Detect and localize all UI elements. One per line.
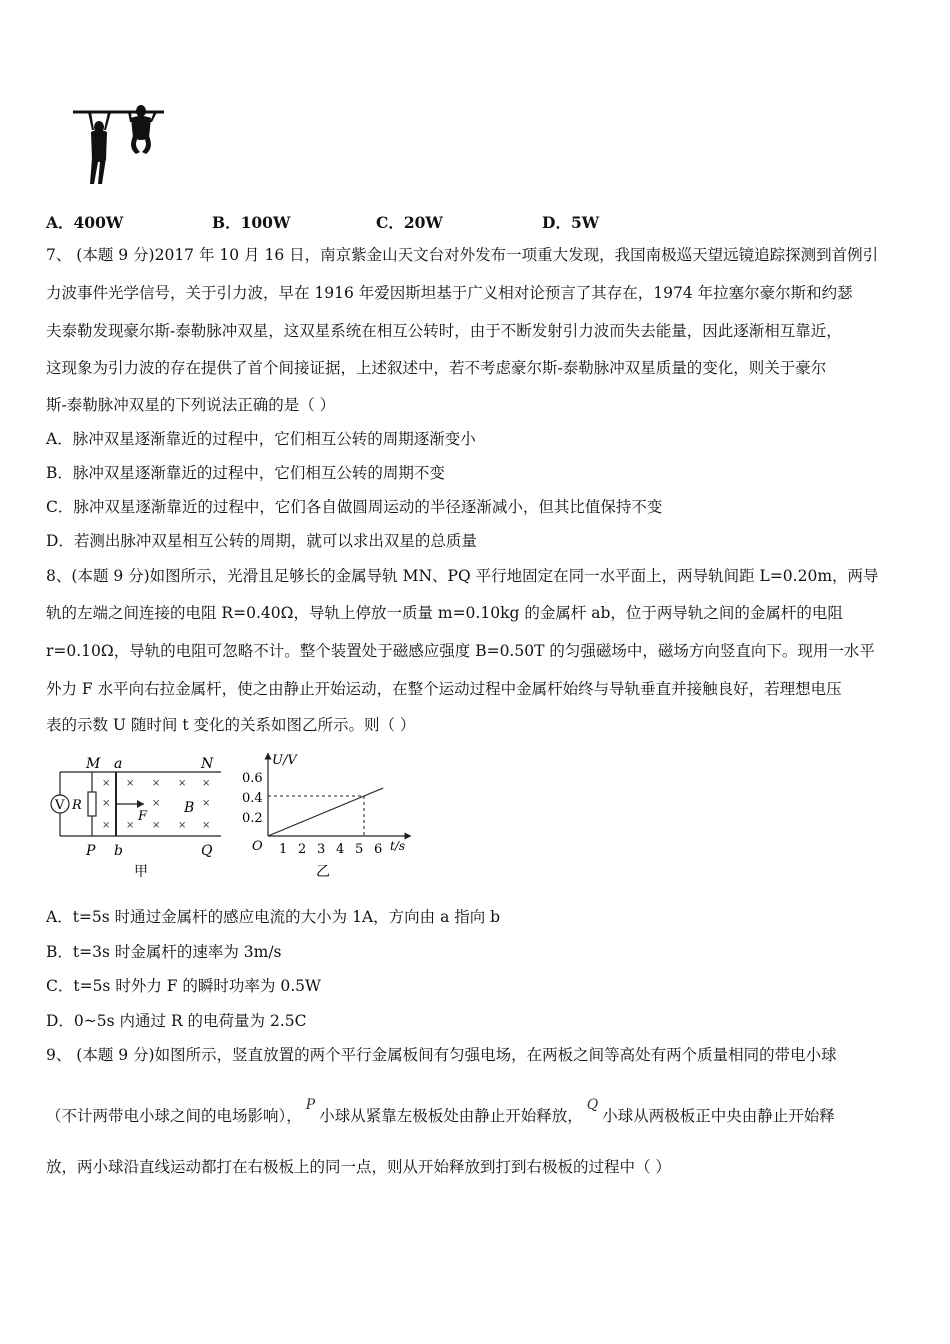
symbol-q: Q — [586, 1097, 599, 1113]
svg-text:×: × — [202, 798, 211, 809]
q7-line-4: 这现象为引力波的存在提供了首个间接证据，上述叙述中，若不考虑豪尔斯-泰勒脉冲双星质量的变化，则关于豪尔 — [46, 359, 827, 377]
origin-label: O — [252, 839, 263, 854]
y-tick-0.2: 0.2 — [242, 811, 263, 826]
q7-option-d[interactable]: D．若测出脉冲双星相互公转的周期，就可以求出双星的总质量 — [46, 532, 477, 550]
q8-option-c[interactable]: C．t=5s 时外力 F 的瞬时功率为 0.5W — [46, 977, 321, 995]
svg-text:×: × — [178, 778, 187, 789]
q8-option-a[interactable]: A．t=5s 时通过金属杆的感应电流的大小为 1A，方向由 a 指向 b — [46, 908, 501, 926]
q7-line-2: 力波事件光学信号，关于引力波，早在 1916 年爱因斯坦基于广义相对论预言了其存在，1974 年拉塞尔豪尔斯和约瑟 — [46, 284, 853, 302]
q8-line-4: 外力 F 水平向右拉金属杆，使之由静止开始运动，在整个运动过程中金属杆始终与导轨垂直并接触良好，若理想电压 — [46, 680, 842, 698]
svg-text:×: × — [152, 820, 161, 831]
q8-line-1: 8、(本题 9 分)如图所示，光滑且足够长的金属导轨 MN、PQ 平行地固定在同一水平面上，两导轨间距 L=0.20m，两导 — [46, 567, 879, 585]
x-tick-1: 1 — [279, 842, 288, 857]
q7-option-c[interactable]: C．脉冲双星逐渐靠近的过程中，它们各自做圆周运动的半径逐渐减小，但其比值保持不变 — [46, 498, 663, 516]
q6-option-b[interactable]: B．100W — [212, 213, 291, 232]
q7-option-a[interactable]: A．脉冲双星逐渐靠近的过程中，它们相互公转的周期逐渐变小 — [46, 430, 476, 448]
svg-text:×: × — [126, 820, 135, 831]
graph-caption: 乙 — [316, 864, 330, 880]
x-tick-5: 5 — [355, 842, 364, 857]
q8-line-3: r=0.10Ω，导轨的电阻可忽略不计。整个装置处于磁感应强度 B=0.50T 的匀强磁场中，磁场方向竖直向下。现用一水平 — [46, 642, 875, 660]
x-tick-6: 6 — [374, 842, 383, 857]
q6-option-a[interactable]: A．400W — [46, 213, 124, 232]
q7-line-1: 7、 (本题 9 分)2017 年 10 月 16 日，南京紫金山天文台对外发布一项重大发现，我国南极巡天望远镜追踪探测到首例引 — [46, 246, 879, 264]
q9-line-2-part-3: 小球从两极板正中央由静止开始释 — [602, 1107, 835, 1125]
voltage-line — [268, 788, 383, 836]
q6-option-c[interactable]: C．20W — [376, 213, 443, 232]
q7-line-5: 斯-泰勒脉冲双星的下列说法正确的是（ ） — [46, 396, 336, 414]
label-a: a — [114, 756, 123, 772]
q9-line-2-part-1: （不计两带电小球之间的电场影响）， — [46, 1107, 302, 1125]
circuit-caption: 甲 — [134, 864, 148, 880]
label-q: Q — [201, 843, 213, 859]
q8-line-5: 表的示数 U 随时间 t 变化的关系如图乙所示。则（ ） — [46, 716, 416, 734]
voltmeter-label: V — [55, 798, 65, 813]
x-tick-3: 3 — [317, 842, 326, 857]
x-tick-2: 2 — [298, 842, 307, 857]
q9-line-3: 放，两小球沿直线运动都打在右极板上的同一点，则从开始释放到打到右极板的过程中（ ） — [46, 1158, 671, 1176]
svg-text:×: × — [178, 820, 187, 831]
svg-text:×: × — [126, 778, 135, 789]
x-axis-label: t/s — [390, 839, 406, 853]
svg-text:×: × — [102, 778, 111, 789]
q8-line-2: 轨的左端之间连接的电阻 R=0.40Ω，导轨上停放一质量 m=0.10kg 的金属杆 ab，位于两导轨之间的金属杆的电阻 — [46, 604, 843, 622]
q6-options — [46, 211, 746, 233]
label-n: N — [201, 756, 214, 772]
force-label: F — [138, 809, 148, 824]
label-b: b — [114, 843, 123, 859]
q8-option-b[interactable]: B．t=3s 时金属杆的速率为 3m/s — [46, 943, 282, 961]
q7-option-b[interactable]: B．脉冲双星逐渐靠近的过程中，它们相互公转的周期不变 — [46, 464, 445, 482]
q9-line-2-part-2: 小球从紧靠左极板处由静止开始释放， — [319, 1107, 583, 1125]
pullup-figure — [70, 100, 170, 194]
svg-text:×: × — [102, 798, 111, 809]
q9-line-2 — [46, 1097, 835, 1127]
resistor-label: R — [72, 798, 82, 813]
q9-line-1: 9、 (本题 9 分)如图所示，竖直放置的两个平行金属板间有匀强电场，在两板之间等高处有两个质量相同的带电小球 — [46, 1046, 837, 1064]
u-t-graph — [240, 752, 420, 886]
svg-text:×: × — [202, 778, 211, 789]
q8-option-d[interactable]: D．0~5s 内通过 R 的电荷量为 2.5C — [46, 1012, 307, 1030]
label-p: P — [86, 843, 96, 859]
y-axis-label: U/V — [272, 753, 297, 768]
svg-text:×: × — [102, 820, 111, 831]
y-tick-0.6: 0.6 — [242, 771, 263, 786]
svg-text:×: × — [152, 778, 161, 789]
field-label: B — [184, 800, 195, 816]
svg-text:×: × — [152, 798, 161, 809]
q6-option-d[interactable]: D．5W — [542, 213, 600, 232]
y-tick-0.4: 0.4 — [242, 791, 263, 806]
circuit-figure — [46, 752, 231, 886]
label-m: M — [86, 756, 101, 772]
symbol-p: P — [305, 1097, 316, 1113]
q7-line-3: 夫泰勒发现豪尔斯-泰勒脉冲双星，这双星系统在相互公转时，由于不断发射引力波而失去能量，因此逐渐相互靠近， — [46, 322, 842, 340]
x-tick-4: 4 — [336, 842, 345, 857]
svg-text:×: × — [202, 820, 211, 831]
resistor — [88, 792, 96, 816]
